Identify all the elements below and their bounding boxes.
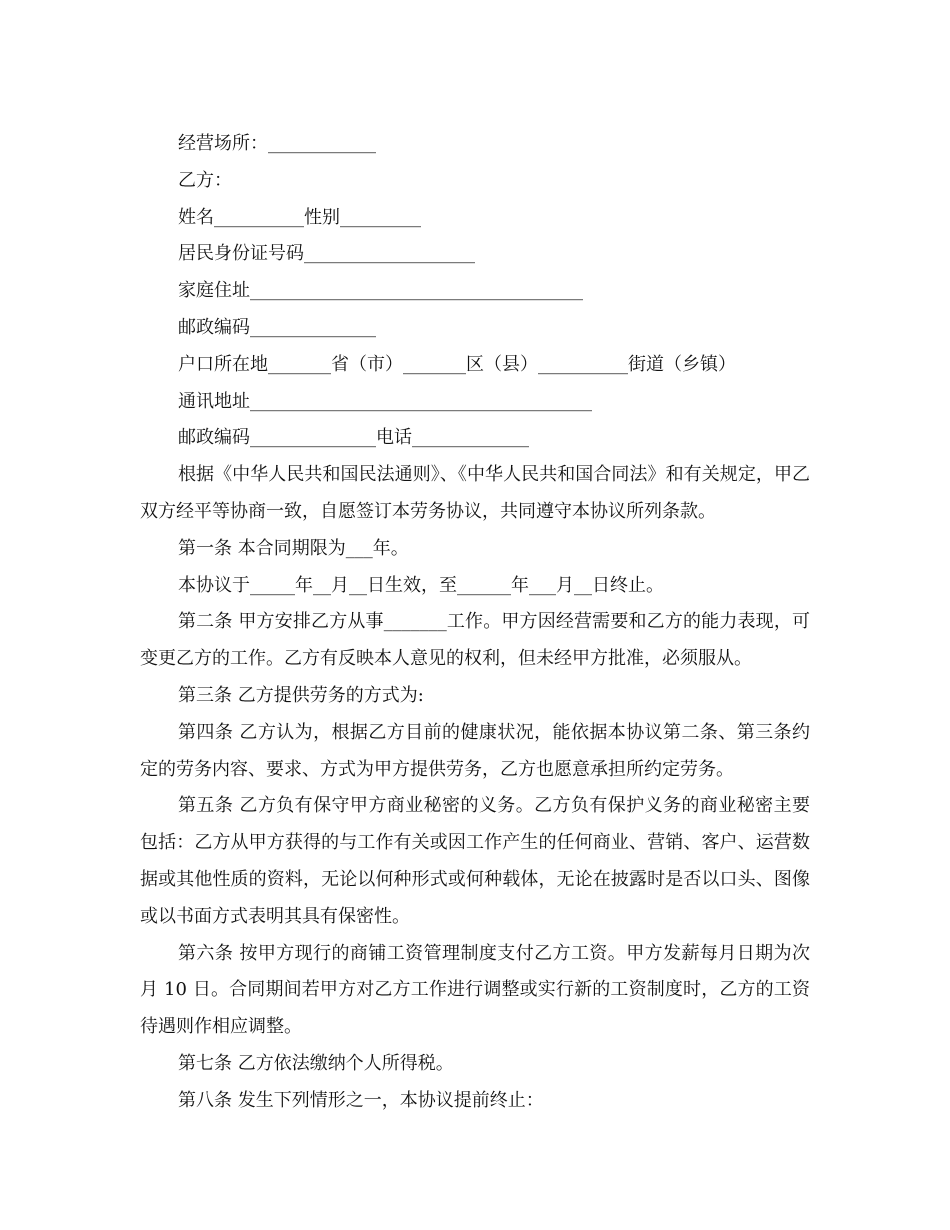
postal-code-field: 邮政编码______________ (178, 316, 376, 338)
article-7-paragraph: 第七条 乙方依法缴纳个人所得税。 (178, 1052, 454, 1074)
document-body (140, 126, 810, 1120)
household-registration-field: 户口所在地_______省（市）_______区（县）__________街道（乡镇） (178, 353, 736, 375)
home-address-field: 家庭住址_____________________________________ (178, 280, 583, 302)
article-5-paragraph: 第五条 乙方负有保守甲方商业秘密的义务。乙方负有保护义务的商业秘密主要包括：乙方从甲方获得的与工作有关或因工作产生的任何商业、营销、客户、运营数据或其他性质的资料，无论以何种形式或何种载体，无论在披露时是否以口头、图像或以书面方式表明其具有保密性。 (140, 795, 810, 927)
article-1-paragraph: 第一条 本合同期限为___年。 (178, 537, 409, 559)
mailing-address-field: 通讯地址______________________________________ (178, 390, 592, 412)
article-2-paragraph: 第二条 甲方安排乙方从事_______工作。甲方因经营需要和乙方的能力表现，可变更乙方的工作。乙方有反映本人意见的权利，但未经甲方批准，必须服从。 (140, 611, 810, 670)
article-8-paragraph: 第八条 发生下列情形之一，本协议提前终止： (178, 1089, 544, 1111)
postal-code-phone-field: 邮政编码______________电话_____________ (178, 427, 529, 449)
preamble-paragraph: 根据《中华人民共和国民法通则》、《中华人民共和国合同法》和有关规定，甲乙双方经平等协商一致，自愿签订本劳务协议，共同遵守本协议所列条款。 (140, 464, 810, 522)
party-b-heading: 乙方： (178, 169, 232, 191)
article-4-paragraph: 第四条 乙方认为，根据乙方目前的健康状况，能依据本协议第二条、第三条约定的劳务内容、要求、方式为甲方提供劳务，乙方也愿意承担所约定劳务。 (140, 721, 810, 780)
effective-date-paragraph: 本协议于_____年__月__日生效，至______年___月__日终止。 (178, 574, 664, 596)
article-3-paragraph: 第三条 乙方提供劳务的方式为: (178, 684, 424, 706)
id-number-field: 居民身份证号码___________________ (178, 243, 475, 265)
article-6-paragraph: 第六条 按甲方现行的商铺工资管理制度支付乙方工资。甲方发薪每月日期为次月 10 日。合同期间若甲方对乙方工作进行调整或实行新的工资制度时，乙方的工资待遇则作相应调整。 (140, 942, 810, 1038)
name-gender-field: 姓名__________性别_________ (178, 206, 421, 228)
business-place-field: 经营场所：____________ (178, 133, 376, 154)
